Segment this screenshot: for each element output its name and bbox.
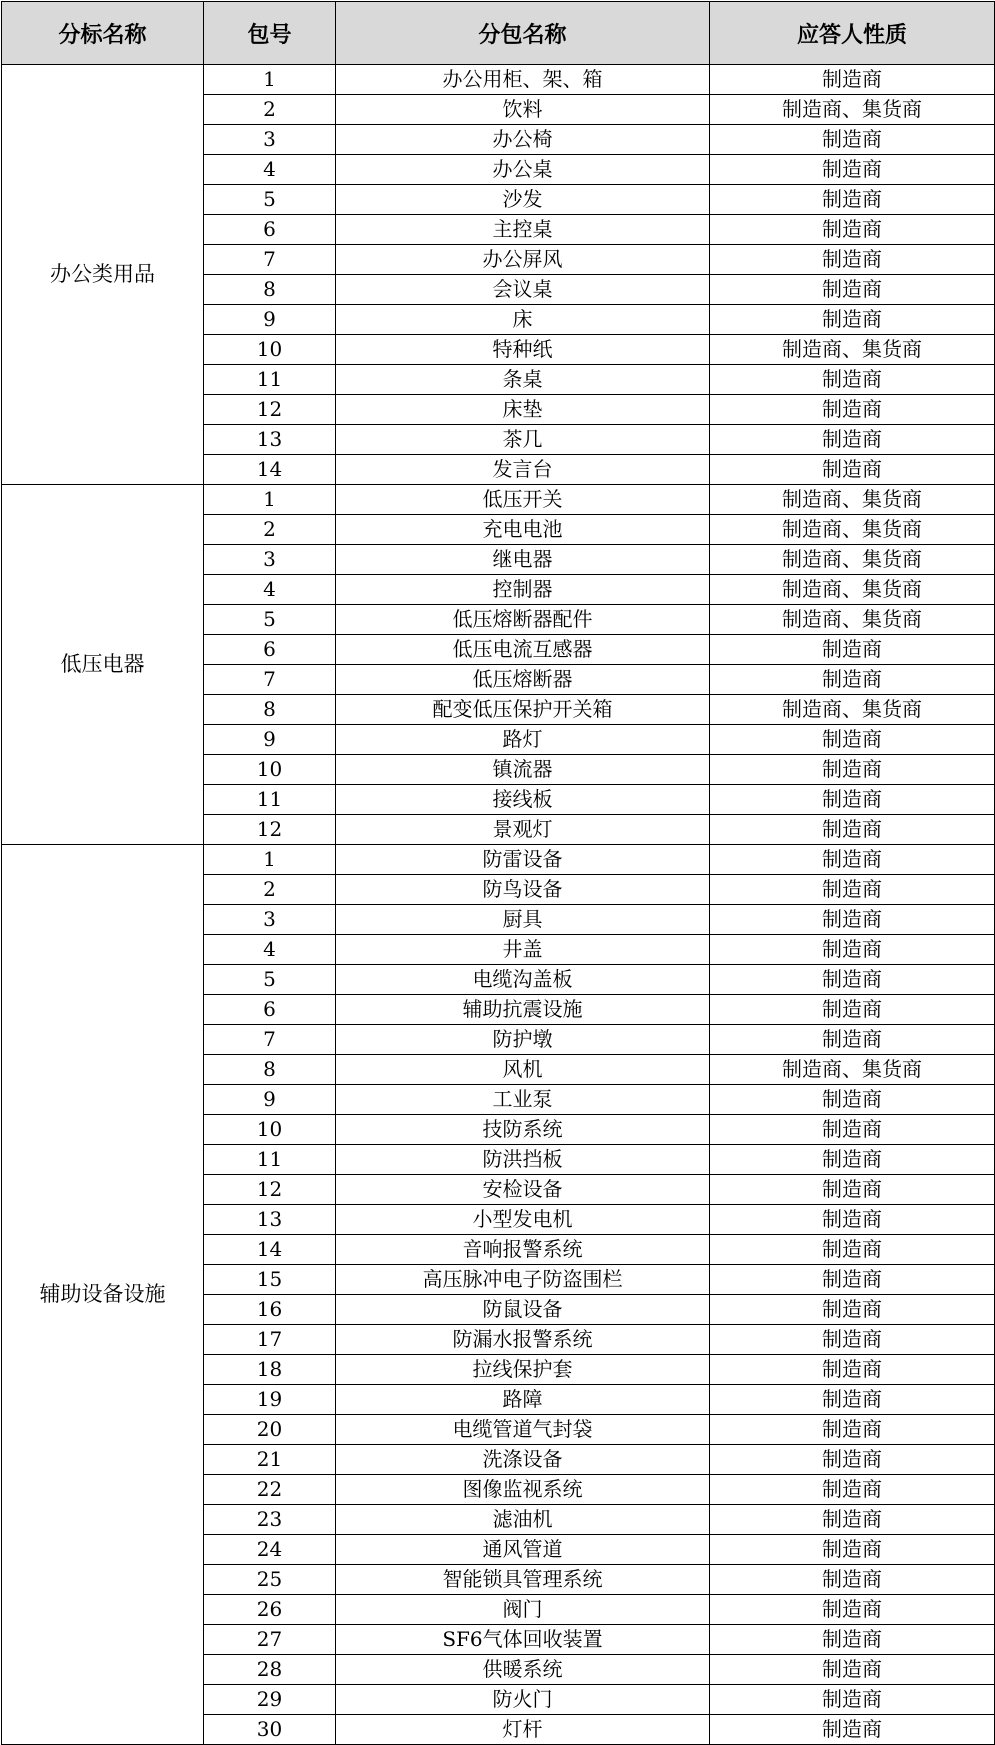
package-no-cell: 5	[204, 965, 336, 995]
package-name-cell: 风机	[336, 1055, 710, 1085]
package-name-cell: 路障	[336, 1385, 710, 1415]
package-no-cell: 7	[204, 1025, 336, 1055]
package-name-cell: 滤油机	[336, 1505, 710, 1535]
package-name-cell: 饮料	[336, 95, 710, 125]
respondent-type-cell: 制造商	[710, 1385, 995, 1415]
package-no-cell: 14	[204, 1235, 336, 1265]
header-respondent-type: 应答人性质	[710, 2, 995, 65]
package-no-cell: 2	[204, 515, 336, 545]
respondent-type-cell: 制造商	[710, 1115, 995, 1145]
package-name-cell: 小型发电机	[336, 1205, 710, 1235]
package-name-cell: 茶几	[336, 425, 710, 455]
respondent-type-cell: 制造商	[710, 275, 995, 305]
package-name-cell: 低压熔断器	[336, 665, 710, 695]
package-no-cell: 3	[204, 905, 336, 935]
package-name-cell: 床	[336, 305, 710, 335]
respondent-type-cell: 制造商	[710, 365, 995, 395]
respondent-type-cell: 制造商	[710, 1445, 995, 1475]
respondent-type-cell: 制造商、集货商	[710, 95, 995, 125]
category-cell: 办公类用品	[2, 65, 204, 485]
respondent-type-cell: 制造商	[710, 425, 995, 455]
package-no-cell: 13	[204, 1205, 336, 1235]
respondent-type-cell: 制造商	[710, 1655, 995, 1685]
package-no-cell: 9	[204, 725, 336, 755]
package-name-cell: 防洪挡板	[336, 1145, 710, 1175]
category-cell: 辅助设备设施	[2, 845, 204, 1745]
respondent-type-cell: 制造商	[710, 65, 995, 95]
package-no-cell: 12	[204, 1175, 336, 1205]
respondent-type-cell: 制造商	[710, 725, 995, 755]
package-name-cell: 高压脉冲电子防盗围栏	[336, 1265, 710, 1295]
respondent-type-cell: 制造商	[710, 1235, 995, 1265]
package-name-cell: 供暖系统	[336, 1655, 710, 1685]
package-no-cell: 19	[204, 1385, 336, 1415]
package-name-cell: 防雷设备	[336, 845, 710, 875]
respondent-type-cell: 制造商、集货商	[710, 575, 995, 605]
package-name-cell: 主控桌	[336, 215, 710, 245]
respondent-type-cell: 制造商	[710, 305, 995, 335]
package-no-cell: 25	[204, 1565, 336, 1595]
package-table	[1, 1, 995, 1745]
table-row	[2, 65, 995, 95]
package-name-cell: 防漏水报警系统	[336, 1325, 710, 1355]
respondent-type-cell: 制造商、集货商	[710, 605, 995, 635]
package-name-cell: 充电电池	[336, 515, 710, 545]
package-no-cell: 22	[204, 1475, 336, 1505]
respondent-type-cell: 制造商	[710, 905, 995, 935]
package-no-cell: 5	[204, 605, 336, 635]
header-package-no: 包号	[204, 2, 336, 65]
package-name-cell: 智能锁具管理系统	[336, 1565, 710, 1595]
table-header	[2, 2, 995, 65]
package-name-cell: 工业泵	[336, 1085, 710, 1115]
package-name-cell: 条桌	[336, 365, 710, 395]
package-name-cell: 技防系统	[336, 1115, 710, 1145]
respondent-type-cell: 制造商	[710, 455, 995, 485]
package-no-cell: 3	[204, 545, 336, 575]
package-no-cell: 9	[204, 1085, 336, 1115]
respondent-type-cell: 制造商	[710, 185, 995, 215]
package-name-cell: 电缆管道气封袋	[336, 1415, 710, 1445]
respondent-type-cell: 制造商	[710, 155, 995, 185]
package-no-cell: 11	[204, 1145, 336, 1175]
package-name-cell: SF6气体回收装置	[336, 1625, 710, 1655]
package-name-cell: 防鼠设备	[336, 1295, 710, 1325]
respondent-type-cell: 制造商	[710, 1295, 995, 1325]
respondent-type-cell: 制造商	[710, 1325, 995, 1355]
respondent-type-cell: 制造商	[710, 965, 995, 995]
table-body	[2, 65, 995, 1745]
package-name-cell: 防护墩	[336, 1025, 710, 1055]
category-cell: 低压电器	[2, 485, 204, 845]
package-no-cell: 21	[204, 1445, 336, 1475]
header-package-name: 分包名称	[336, 2, 710, 65]
respondent-type-cell: 制造商	[710, 1475, 995, 1505]
respondent-type-cell: 制造商	[710, 1025, 995, 1055]
respondent-type-cell: 制造商	[710, 845, 995, 875]
package-no-cell: 27	[204, 1625, 336, 1655]
respondent-type-cell: 制造商、集货商	[710, 335, 995, 365]
package-name-cell: 通风管道	[336, 1535, 710, 1565]
package-no-cell: 8	[204, 275, 336, 305]
respondent-type-cell: 制造商	[710, 1595, 995, 1625]
respondent-type-cell: 制造商	[710, 1505, 995, 1535]
package-no-cell: 28	[204, 1655, 336, 1685]
table-row	[2, 845, 995, 875]
package-no-cell: 2	[204, 95, 336, 125]
package-name-cell: 路灯	[336, 725, 710, 755]
respondent-type-cell: 制造商	[710, 785, 995, 815]
package-name-cell: 防火门	[336, 1685, 710, 1715]
package-no-cell: 4	[204, 155, 336, 185]
package-no-cell: 24	[204, 1535, 336, 1565]
respondent-type-cell: 制造商、集货商	[710, 695, 995, 725]
respondent-type-cell: 制造商	[710, 1715, 995, 1745]
respondent-type-cell: 制造商、集货商	[710, 515, 995, 545]
table-row	[2, 485, 995, 515]
package-no-cell: 12	[204, 395, 336, 425]
respondent-type-cell: 制造商	[710, 755, 995, 785]
package-no-cell: 6	[204, 995, 336, 1025]
package-name-cell: 井盖	[336, 935, 710, 965]
package-name-cell: 床垫	[336, 395, 710, 425]
header-category: 分标名称	[2, 2, 204, 65]
package-no-cell: 30	[204, 1715, 336, 1745]
package-name-cell: 辅助抗震设施	[336, 995, 710, 1025]
package-no-cell: 14	[204, 455, 336, 485]
respondent-type-cell: 制造商	[710, 875, 995, 905]
package-no-cell: 16	[204, 1295, 336, 1325]
package-name-cell: 景观灯	[336, 815, 710, 845]
package-name-cell: 低压开关	[336, 485, 710, 515]
package-no-cell: 26	[204, 1595, 336, 1625]
respondent-type-cell: 制造商、集货商	[710, 545, 995, 575]
package-no-cell: 5	[204, 185, 336, 215]
package-no-cell: 17	[204, 1325, 336, 1355]
package-name-cell: 沙发	[336, 185, 710, 215]
package-name-cell: 图像监视系统	[336, 1475, 710, 1505]
package-name-cell: 低压熔断器配件	[336, 605, 710, 635]
respondent-type-cell: 制造商	[710, 635, 995, 665]
respondent-type-cell: 制造商	[710, 1625, 995, 1655]
package-no-cell: 10	[204, 335, 336, 365]
respondent-type-cell: 制造商	[710, 935, 995, 965]
package-no-cell: 29	[204, 1685, 336, 1715]
package-no-cell: 23	[204, 1505, 336, 1535]
package-name-cell: 电缆沟盖板	[336, 965, 710, 995]
package-no-cell: 7	[204, 245, 336, 275]
package-no-cell: 15	[204, 1265, 336, 1295]
package-name-cell: 特种纸	[336, 335, 710, 365]
package-no-cell: 8	[204, 1055, 336, 1085]
respondent-type-cell: 制造商	[710, 245, 995, 275]
package-name-cell: 办公屏风	[336, 245, 710, 275]
respondent-type-cell: 制造商、集货商	[710, 485, 995, 515]
package-name-cell: 办公用柜、架、箱	[336, 65, 710, 95]
package-no-cell: 4	[204, 575, 336, 605]
package-no-cell: 8	[204, 695, 336, 725]
package-name-cell: 厨具	[336, 905, 710, 935]
respondent-type-cell: 制造商	[710, 1565, 995, 1595]
package-no-cell: 1	[204, 845, 336, 875]
respondent-type-cell: 制造商	[710, 665, 995, 695]
package-no-cell: 7	[204, 665, 336, 695]
package-name-cell: 配变低压保护开关箱	[336, 695, 710, 725]
package-no-cell: 1	[204, 65, 336, 95]
package-no-cell: 18	[204, 1355, 336, 1385]
respondent-type-cell: 制造商	[710, 1265, 995, 1295]
respondent-type-cell: 制造商	[710, 125, 995, 155]
respondent-type-cell: 制造商	[710, 1355, 995, 1385]
package-name-cell: 阀门	[336, 1595, 710, 1625]
package-no-cell: 1	[204, 485, 336, 515]
respondent-type-cell: 制造商	[710, 995, 995, 1025]
respondent-type-cell: 制造商、集货商	[710, 1055, 995, 1085]
package-name-cell: 会议桌	[336, 275, 710, 305]
package-no-cell: 11	[204, 785, 336, 815]
package-no-cell: 10	[204, 1115, 336, 1145]
package-no-cell: 9	[204, 305, 336, 335]
package-name-cell: 拉线保护套	[336, 1355, 710, 1385]
respondent-type-cell: 制造商	[710, 815, 995, 845]
package-no-cell: 13	[204, 425, 336, 455]
package-name-cell: 音响报警系统	[336, 1235, 710, 1265]
package-name-cell: 办公桌	[336, 155, 710, 185]
package-name-cell: 镇流器	[336, 755, 710, 785]
respondent-type-cell: 制造商	[710, 1685, 995, 1715]
respondent-type-cell: 制造商	[710, 1085, 995, 1115]
respondent-type-cell: 制造商	[710, 1415, 995, 1445]
package-name-cell: 防鸟设备	[336, 875, 710, 905]
package-no-cell: 6	[204, 635, 336, 665]
package-no-cell: 4	[204, 935, 336, 965]
package-name-cell: 控制器	[336, 575, 710, 605]
package-no-cell: 10	[204, 755, 336, 785]
package-no-cell: 2	[204, 875, 336, 905]
respondent-type-cell: 制造商	[710, 1175, 995, 1205]
package-name-cell: 办公椅	[336, 125, 710, 155]
package-no-cell: 20	[204, 1415, 336, 1445]
respondent-type-cell: 制造商	[710, 395, 995, 425]
respondent-type-cell: 制造商	[710, 1205, 995, 1235]
package-no-cell: 11	[204, 365, 336, 395]
package-name-cell: 低压电流互感器	[336, 635, 710, 665]
respondent-type-cell: 制造商	[710, 1145, 995, 1175]
package-name-cell: 安检设备	[336, 1175, 710, 1205]
package-name-cell: 发言台	[336, 455, 710, 485]
package-no-cell: 12	[204, 815, 336, 845]
package-no-cell: 6	[204, 215, 336, 245]
respondent-type-cell: 制造商	[710, 1535, 995, 1565]
package-name-cell: 灯杆	[336, 1715, 710, 1745]
package-no-cell: 3	[204, 125, 336, 155]
header-row	[2, 2, 995, 65]
package-name-cell: 洗涤设备	[336, 1445, 710, 1475]
package-name-cell: 继电器	[336, 545, 710, 575]
package-name-cell: 接线板	[336, 785, 710, 815]
respondent-type-cell: 制造商	[710, 215, 995, 245]
